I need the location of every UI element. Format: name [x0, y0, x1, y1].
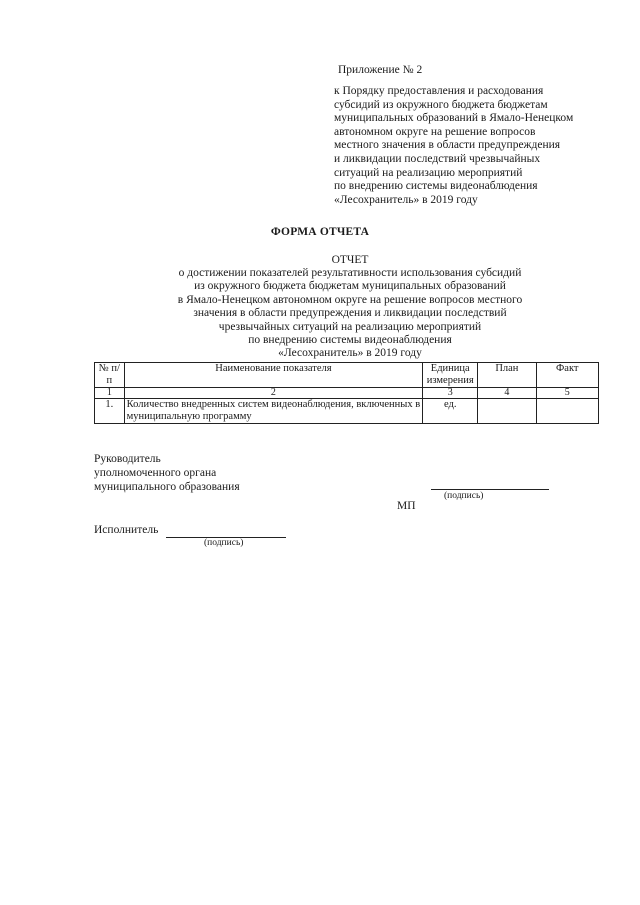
appendix-reference — [334, 85, 624, 207]
header-fact: Факт — [536, 363, 599, 388]
appendix-line: субсидий из окружного бюджета бюджетам — [334, 98, 548, 111]
stamp-mark: МП — [397, 500, 416, 512]
column-number: 3 — [423, 388, 478, 399]
report-subtitle — [0, 267, 640, 361]
executor-label: Исполнитель — [94, 524, 159, 536]
subtitle-line: «Лесохранитель» в 2019 году — [278, 347, 422, 360]
row-plan — [478, 399, 536, 424]
column-number: 4 — [478, 388, 536, 399]
appendix-line: муниципальных образований в Ямало-Ненецком — [334, 112, 574, 125]
subtitle-line: из окружного бюджета бюджетам муниципальных образований — [194, 280, 506, 293]
appendix-line: местного значения в области предупреждения — [334, 139, 561, 152]
head-line: уполномоченного органа — [94, 467, 217, 479]
table-row — [95, 399, 599, 424]
appendix-title: Приложение № 2 — [338, 64, 423, 76]
appendix-line: к Порядку предоставления и расходования — [334, 85, 544, 97]
appendix-line: и ликвидации последствий чрезвычайных — [334, 152, 541, 165]
head-signature-block — [94, 452, 240, 494]
column-number: 2 — [124, 388, 423, 399]
column-number: 1 — [95, 388, 125, 399]
head-line: муниципального образования — [94, 481, 240, 493]
header-name: Наименование показателя — [124, 363, 423, 388]
header-unit: Единица измерения — [423, 363, 478, 388]
column-number: 5 — [536, 388, 599, 399]
row-unit: ед. — [423, 399, 478, 424]
subtitle-line: о достижении показателей результативности использования субсидий — [178, 267, 522, 279]
table-header-row — [95, 363, 599, 388]
head-signature-line — [431, 489, 549, 490]
column-number-row — [95, 388, 599, 399]
row-num: 1. — [95, 399, 125, 424]
subtitle-line: значения в области предупреждения и ликвидации последствий — [193, 307, 507, 320]
head-line: Руководитель — [94, 453, 161, 465]
appendix-line: по внедрению системы видеонаблюдения — [334, 180, 538, 193]
head-signature-caption: (подпись) — [444, 491, 484, 501]
header-num: № п/п — [95, 363, 125, 388]
appendix-line: ситуаций на реализацию мероприятий — [334, 166, 523, 179]
subtitle-line: чрезвычайных ситуаций на реализацию мероприятий — [218, 320, 482, 333]
form-title: ФОРМА ОТЧЕТА — [270, 226, 370, 238]
indicators-table — [94, 362, 599, 424]
row-fact — [536, 399, 599, 424]
subtitle-line: в Ямало-Ненецком автономном округе на решение вопросов местного — [177, 293, 523, 306]
header-plan: План — [478, 363, 536, 388]
appendix-line: автономном округе на решение вопросов — [334, 125, 536, 138]
executor-signature-caption: (подпись) — [204, 538, 244, 548]
subtitle-line: по внедрению системы видеонаблюдения — [248, 334, 452, 347]
row-indicator-name: Количество внедренных систем видеонаблюдения, включенных в муниципальную программу — [124, 399, 423, 424]
appendix-line: «Лесохранитель» в 2019 году — [334, 193, 478, 206]
report-title: ОТЧЕТ — [331, 254, 369, 266]
